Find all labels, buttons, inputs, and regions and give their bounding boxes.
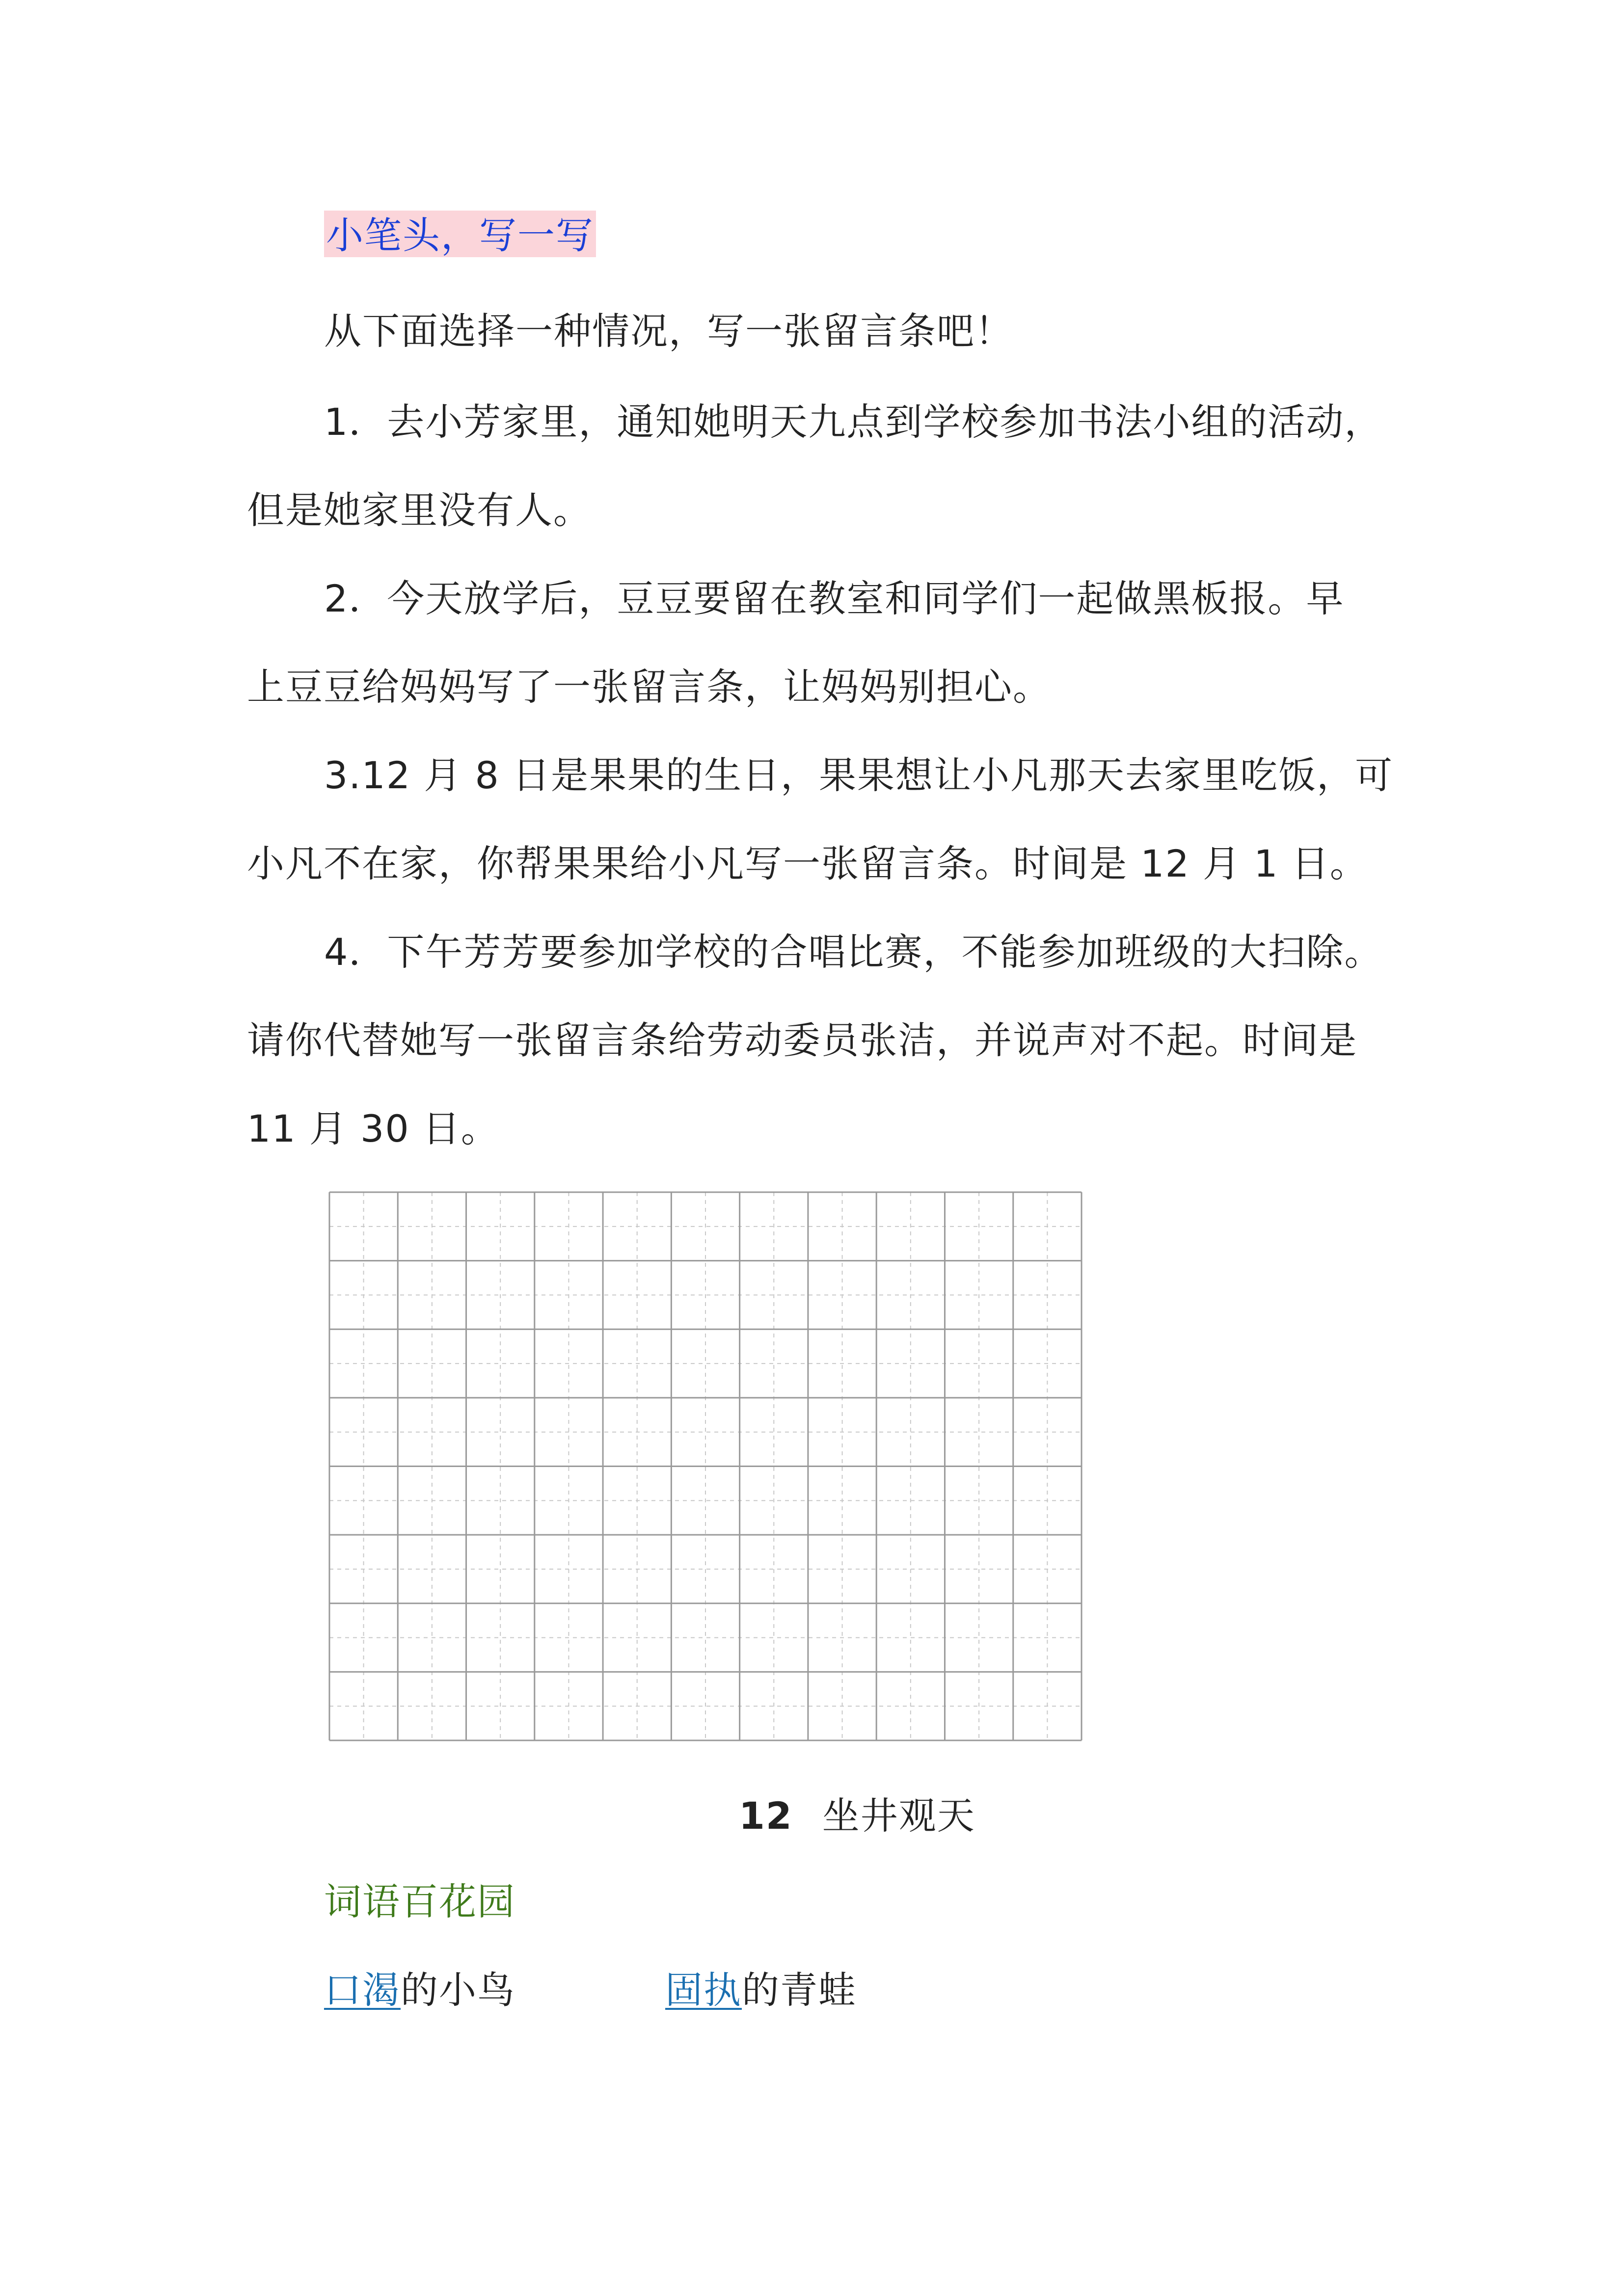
item-4-line-3: 11 月 30 日。	[247, 1107, 499, 1150]
lesson-number: 12	[739, 1794, 793, 1838]
phrase-2	[665, 1966, 857, 2015]
item-1-line-2: 但是她家里没有人。	[247, 488, 592, 532]
section-heading-writing: 小笔头，写一写	[324, 211, 596, 257]
phrase-1	[324, 1966, 515, 2015]
item-1-line-1: 1．去小芳家里，通知她明天九点到学校参加书法小组的活动，	[324, 400, 1383, 444]
item-2-line-2: 上豆豆给妈妈写了一张留言条，让妈妈别担心。	[247, 665, 1051, 709]
phrase-1-word[interactable]: 口渴	[324, 1968, 401, 2012]
phrase-1-suffix: 的小鸟	[401, 1968, 515, 2012]
item-2-line-1: 2．今天放学后，豆豆要留在教室和同学们一起做黑板报。早	[324, 577, 1345, 620]
item-4-line-2: 请你代替她写一张留言条给劳动委员张洁，并说声对不起。时间是	[247, 1018, 1357, 1062]
phrase-2-suffix: 的青蛙	[742, 1968, 857, 2012]
writing-grid[interactable]	[327, 1190, 1083, 1742]
item-3-line-2: 小凡不在家，你帮果果给小凡写一张留言条。时间是 12 月 1 日。	[247, 842, 1368, 885]
phrase-2-word[interactable]: 固执	[665, 1968, 742, 2012]
item-3-line-1: 3.12 月 8 日是果果的生日，果果想让小凡那天去家里吃饭，可	[324, 753, 1394, 797]
instruction-text: 从下面选择一种情况，写一张留言条吧！	[324, 309, 1013, 353]
item-4-line-1: 4．下午芳芳要参加学校的合唱比赛，不能参加班级的大扫除。	[324, 930, 1383, 974]
writing-grid-svg	[327, 1190, 1083, 1742]
lesson-title	[739, 1791, 975, 1841]
vocabulary-subheading: 词语百花园	[324, 1880, 515, 1923]
lesson-title-text: 坐井观天	[822, 1794, 975, 1838]
section-heading-wrapper	[324, 211, 596, 260]
